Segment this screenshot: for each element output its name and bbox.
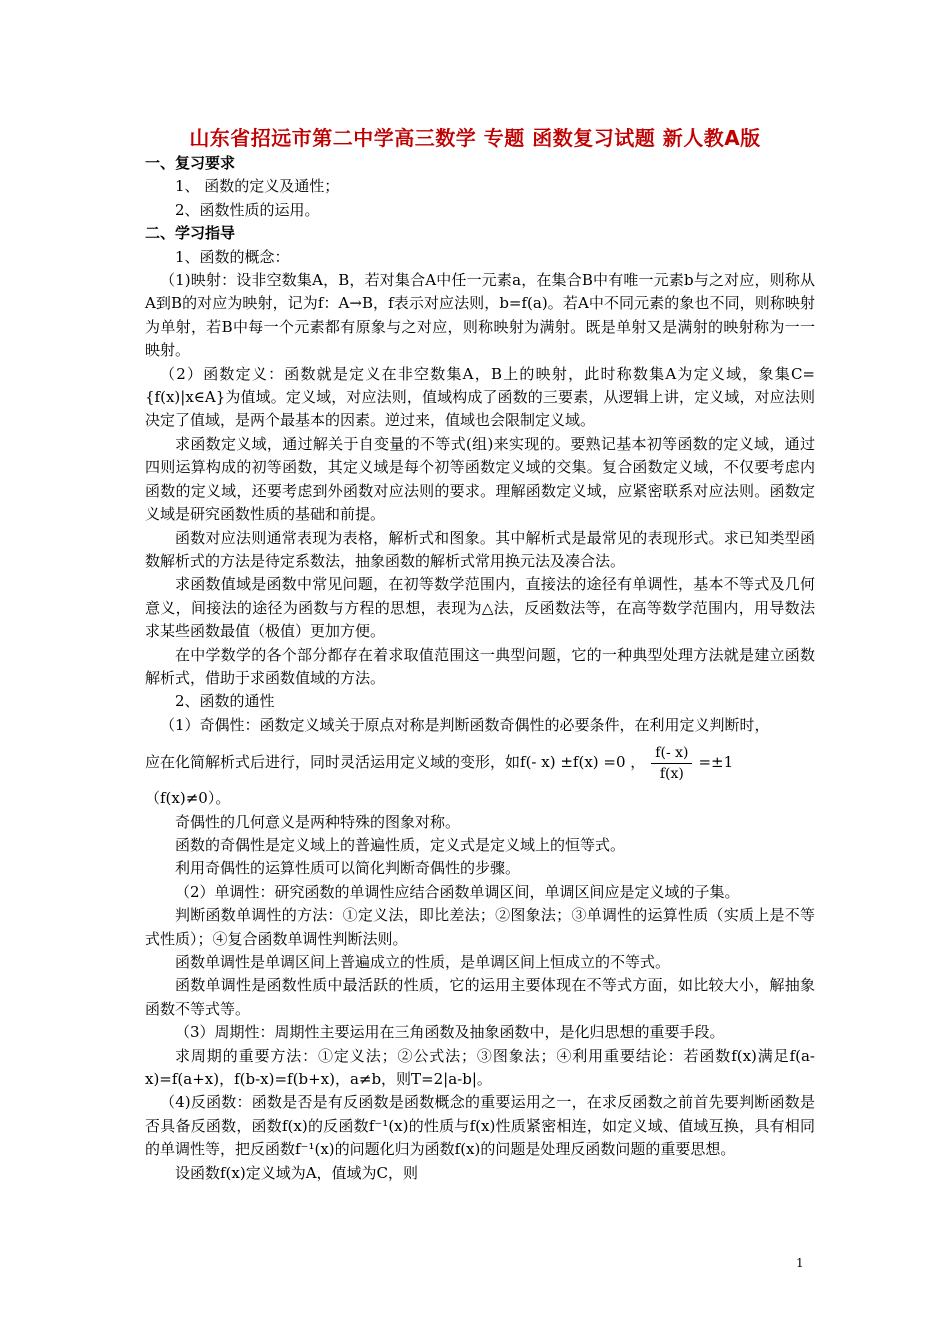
parity-condition: （f(x)≠0）。 bbox=[145, 789, 231, 808]
page-number: 1 bbox=[796, 1256, 804, 1270]
section-heading-review: 一、复习要求 bbox=[145, 154, 236, 172]
subheading-general-properties: 2、函数的通性 bbox=[175, 692, 275, 711]
parity-text-ru: 如 bbox=[505, 753, 521, 772]
fraction-denominator: f(x) bbox=[659, 765, 684, 782]
paragraph-mapping: （1)映射：设非空数集A，B，若对集合A中任一元素a，在集合B中有唯一元素b与之对应，则称从A到B的对应为映射，记为f：A→B，f表示对应法则，b=f(a)。若A中不同元素的象也不同，则称映射为单射，若B中每一个元素都有原象与之对应，则称映射为满射。既是单射又是满射的映射称为一一映射。 bbox=[145, 271, 815, 360]
review-item-2: 2、函数性质的运用。 bbox=[175, 200, 320, 219]
paragraph-monotonicity-property: 函数单调性是单调区间上普遍成立的性质，是单调区间上恒成立的不等式。 bbox=[175, 953, 671, 971]
parity-fraction bbox=[651, 743, 692, 784]
document-body bbox=[145, 152, 815, 1185]
parity-formula: f(- x) ±f(x) =0 ， bbox=[520, 753, 646, 772]
paragraph-range: 求函数值域是函数中常见问题，在初等数学范围内，直接法的途径有单调性，基本不等式及几何意义，间接法的途径为函数与方程的思想，表现为△法，反函数法等，在高等数学范围内，用导数法求某些函数最值（极值）更加方便。 bbox=[145, 575, 815, 641]
paragraph-monotonicity-methods: 判断函数单调性的方法：①定义法，即比差法；②图象法；③单调性的运算性质（实质上是不等式性质）；④复合函数单调性判断法则。 bbox=[145, 906, 815, 948]
review-item-1: 1、 函数的定义及通性； bbox=[175, 177, 340, 196]
fraction-rhs: =±1 bbox=[698, 753, 734, 772]
paragraph-inverse-function: （4)反函数：函数是否是有反函数是函数概念的重要运用之一，在求反函数之前首先要判断函数是否具备反函数，函数f(x)的反函数f⁻¹(x)的性质与f(x)性质紧密相连，如定义域、值域互换，具有相同的单调性等，把反函数f⁻¹(x)的问题化归为函数f(x)的问题是处理反函数问题的重要思想。 bbox=[145, 1093, 815, 1159]
paragraph-period-methods: 求周期的重要方法：①定义法；②公式法；③图象法；④利用重要结论：若函数f(x)满足f(a-x)=f(a+x)，f(b-x)=f(b+x)，a≠b，则T=2|a-b|。 bbox=[145, 1046, 815, 1089]
paragraph-parity-operations: 利用奇偶性的运算性质可以简化判断奇偶性的步骤。 bbox=[175, 859, 521, 878]
document-title: 山东省招远市第二中学高三数学 专题 函数复习试题 新人教A版 bbox=[189, 126, 761, 150]
paragraph-function-definition: （2）函数定义：函数就是定义在非空数集A，B上的映射，此时称数集A为定义域，象集C={f(x)|x∈A}为值域。定义域，对应法则，值域构成了函数的三要素，从逻辑上讲，定义域，对应法则决定了值域，是两个最基本的因素。逆过来，值域也会限制定义域。 bbox=[145, 364, 815, 430]
parity-text: 应在化简解析式后进行，同时灵活运用定义域的变形， bbox=[145, 753, 506, 772]
paragraph-rule: 函数对应法则通常表现为表格，解析式和图象。其中解析式是最常见的表现形式。求已知类型函数解析式的方法是待定系数法，抽象函数的解析式常用换元法及凑合法。 bbox=[145, 528, 815, 570]
paragraph-domain: 求函数定义域，通过解关于自变量的不等式(组)来实现的。要熟记基本初等函数的定义域，通过四则运算构成的初等函数，其定义域是每个初等函数定义域的交集。复合函数定义域，不仅要考虑内函数的定义域，还要考虑到外函数对应法则的要求。理解函数定义域，应紧密联系对应法则。函数定义域是研究函数性质的基础和前提。 bbox=[145, 434, 815, 524]
paragraph-inverse-setup: 设函数f(x)定义域为A，值域为C，则 bbox=[175, 1163, 419, 1182]
paragraph-parity: （1）奇偶性：函数定义域关于原点对称是判断函数奇偶性的必要条件，在利用定义判断时， bbox=[160, 715, 770, 734]
paragraph-value-range: 在中学数学的各个部分都存在着求取值范围这一典型问题，它的一种典型处理方法就是建立函数解析式，借助于求函数值域的方法。 bbox=[145, 645, 815, 687]
paragraph-monotonicity: （2）单调性：研究函数的单调性应结合函数单调区间，单调区间应是定义域的子集。 bbox=[175, 882, 740, 901]
paragraph-parity-geometry: 奇偶性的几何意义是两种特殊的图象对称。 bbox=[175, 812, 461, 831]
paragraph-monotonicity-use: 函数单调性是函数性质中最活跃的性质，它的运用主要体现在不等式方面，如比较大小，解抽象函数不等式等。 bbox=[145, 976, 815, 1018]
section-heading-guide: 二、学习指导 bbox=[145, 224, 236, 243]
fraction-numerator: f(- x) bbox=[651, 743, 692, 764]
parity-formula-line bbox=[145, 739, 815, 787]
paragraph-parity-universal: 函数的奇偶性是定义域上的普遍性质，定义式是定义域上的恒等式。 bbox=[175, 835, 626, 854]
subheading-function-concept: 1、函数的概念： bbox=[175, 247, 290, 266]
paragraph-periodicity: （3）周期性：周期性主要运用在三角函数及抽象函数中，是化归思想的重要手段。 bbox=[175, 1023, 725, 1042]
